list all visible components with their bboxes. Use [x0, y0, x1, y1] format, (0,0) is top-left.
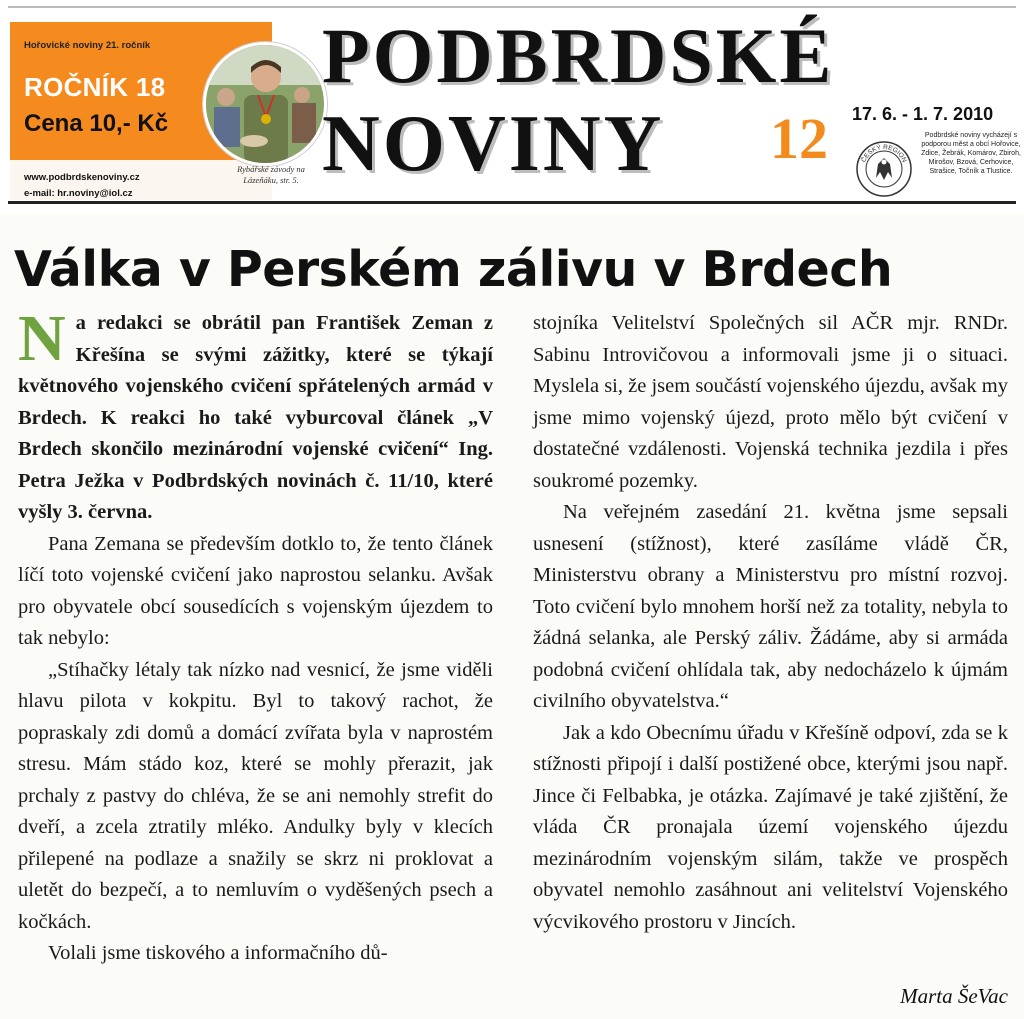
photo-caption: Rybářské závody na Lázeňáku, str. 5.: [237, 164, 305, 185]
masthead-subtitle: Hořovické noviny 21. ročník: [24, 40, 151, 51]
article-headline: Válka v Perském zálivu v Brdech: [14, 241, 893, 298]
paragraph-3-continued: stojníka Velitelství Společných sil AČR mjr. RNDr. Sabinu Introvičovou a informovali jsme ji o situaci. Myslela si, že jsem součástí vojenského újezdu, avšak my jsme mimo vojenský újezd, proto mělo být cvičení v dostatečné vzdálenosti. Vojenská technika jezdila i přes soukromé pozemky.: [533, 312, 1008, 492]
paragraph-5: Jak a kdo Obecnímu úřadu v Křešíně odpoví, zda se k stížnosti připojí i další postižené obce, kterými jsou např. Jince či Felbabka, je otázka. Zajímavé je také zjištění, že vláda ČR pronajala území vojenského újezdu mezinárodním vojenským silám, takže ve prospěch obyvatel nemohlo zasáhnout ani velitelství Vojenského výcvikového prostoru v Jincích.: [533, 721, 1008, 933]
drop-cap: N: [18, 302, 66, 375]
logo-text: ČESKÝ REGION: [860, 143, 908, 164]
issue-date: 17. 6. - 1. 7. 2010: [852, 104, 994, 124]
paragraph-4: Na veřejném zasedání 21. května jsme sepsali usnesení (stížnost), které zasíláme vládě ČR, Ministerstvu obrany a Ministerstvu pro místní rozvoj. Toto cvičení bylo mnohem horší než za totality, nebyla to žádná selanka, ale Perský záliv. Žádáme, aby si armáda podobná cvičení ohlídala tak, aby nedocházelo k újmám civilního obyvatelstva.“: [533, 501, 1008, 712]
article-column-right: [533, 308, 1008, 938]
paragraph-1: Pana Zemana se především dotklo to, že tento článek líčí toto vojenské cvičení jako naprostou selanku. Avšak pro obyvatele obcí sousedících s vojenským újezdem to tak nebylo:: [18, 532, 493, 649]
email-link[interactable]: e-mail: hr.noviny@iol.cz: [24, 188, 133, 199]
top-rule: [8, 6, 1016, 8]
volume-label: ROČNÍK 18: [24, 72, 166, 102]
newspaper-title-line2: NOVINY: [322, 100, 665, 188]
newspaper-title-line1: PODBRDSKÉ: [322, 12, 835, 99]
article-column-left: [18, 302, 493, 970]
masthead-bottom-rule: [8, 201, 1016, 204]
masthead: [0, 0, 1024, 214]
paragraph-3-start: Volali jsme tiskového a informačního dů-: [48, 942, 388, 964]
cesky-region-logo: [855, 140, 913, 198]
price-label: Cena 10,- Kč: [24, 110, 169, 137]
issue-number: 12: [770, 106, 828, 171]
cover-photo-image: [206, 45, 324, 163]
article-lead: [18, 302, 493, 529]
publisher-info: Podbrdské noviny vycházejí s podporou měst a obcí Hořovice, Zdice, Žebrák, Komárov, Zbiroh, Mirošov, Bzová, Cerhovice, Strašice, Točník a Tlustice.: [921, 132, 1021, 175]
paragraph-2: „Stíhačky létaly tak nízko nad vesnicí, že jsme viděli hlavu pilota v kokpitu. Byl to takový rachot, že popraskaly zdi domů a domácí zvířata byla v naprostém stresu. Mám stádo koz, které se mohly přerazit, jak prchaly z pastvy do chléva, že se ani nemohly strefit do dveří, a zcela ztratily mléko. Andulky byly v klecích přilepené na podlaze a snažily se skrz ni proklovat a uletět do bezpečí, a to nemluvím o vyděšených psech a kočkách.: [18, 658, 493, 933]
article-author: Marta ŠeVac: [900, 984, 1008, 1008]
cover-photo: [203, 42, 327, 166]
lead-text: a redakci se obrátil pan František Zeman z Křešína se svými zážitky, které se týkají květnového vojenského cvičení spřátelených armád v Brdech. K reakci ho také vyburcoval článek „V Brdech skončilo mezinárodní vojenské cvičení“ Ing. Petra Ježka v Podbrdských novinách č. 11/10, které vyšly 3. června.: [18, 312, 493, 523]
website-link[interactable]: www.podbrdskenoviny.cz: [24, 172, 140, 183]
